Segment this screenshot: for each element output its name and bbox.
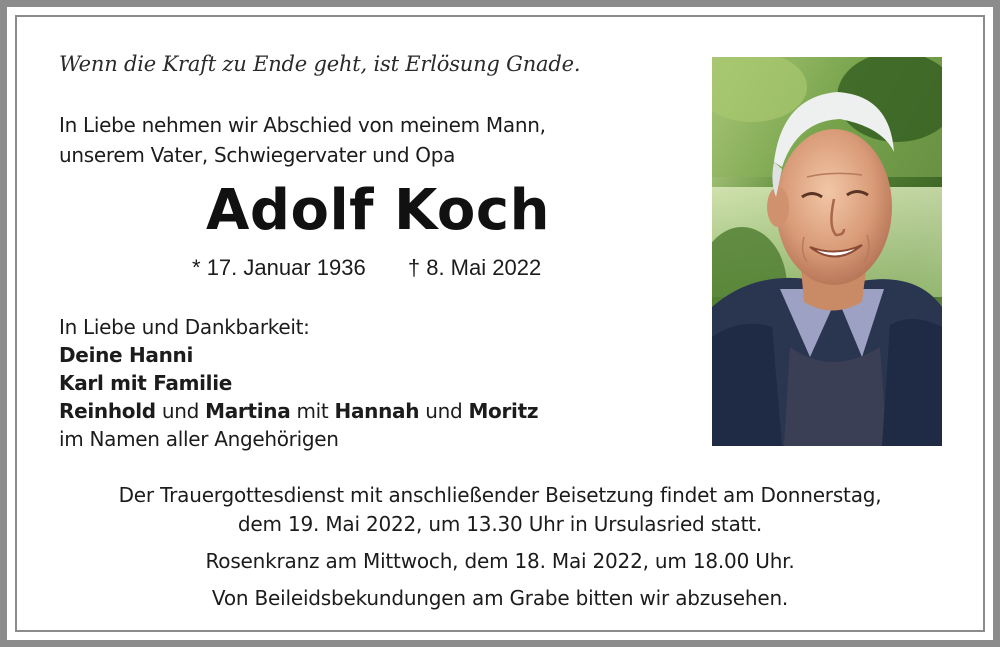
- service-info: [0, 481, 1000, 613]
- mourner-name: Martina: [205, 399, 291, 423]
- service-line-1: Der Trauergottesdienst mit anschließender Beisetzung findet am Donnerstag,: [118, 483, 882, 507]
- mourner-line-3: [59, 397, 538, 425]
- mourner-line-2: Karl mit Familie: [59, 371, 233, 395]
- mourner-line-1: Deine Hanni: [59, 343, 194, 367]
- service-line-2: dem 19. Mai 2022, um 13.30 Uhr in Ursulasried statt.: [237, 512, 763, 536]
- connector-word: und: [425, 399, 463, 423]
- death-date: 8. Mai 2022: [426, 255, 542, 280]
- condolences-note: Von Beileidsbekundungen am Grabe bitten wir abzusehen.: [211, 586, 789, 610]
- mourner-line-4: im Namen aller Angehörigen: [59, 427, 339, 451]
- deceased-name: Adolf Koch: [206, 178, 550, 243]
- birth-symbol: *: [192, 255, 201, 280]
- mourner-name: Hannah: [334, 399, 420, 423]
- mourner-name: Reinhold: [59, 399, 156, 423]
- mourners-heading: In Liebe und Dankbarkeit:: [59, 315, 310, 339]
- intro-text: [59, 110, 546, 170]
- intro-line-1: In Liebe nehmen wir Abschied von meinem Mann,: [59, 113, 546, 137]
- intro-line-2: unserem Vater, Schwiegervater und Opa: [59, 143, 456, 167]
- mourner-name: Moritz: [468, 399, 539, 423]
- birth-date: 17. Januar 1936: [206, 255, 366, 280]
- mourners-list: [59, 313, 538, 453]
- rosary-info: Rosenkranz am Mittwoch, dem 18. Mai 2022, um 18.00 Uhr.: [205, 549, 795, 573]
- connector-word: mit: [296, 399, 329, 423]
- death-symbol: †: [407, 255, 421, 280]
- motto: Wenn die Kraft zu Ende geht, ist Erlösung Gnade.: [59, 52, 581, 76]
- connector-word: und: [161, 399, 200, 423]
- portrait-photo: [712, 57, 942, 446]
- life-dates: [192, 255, 541, 281]
